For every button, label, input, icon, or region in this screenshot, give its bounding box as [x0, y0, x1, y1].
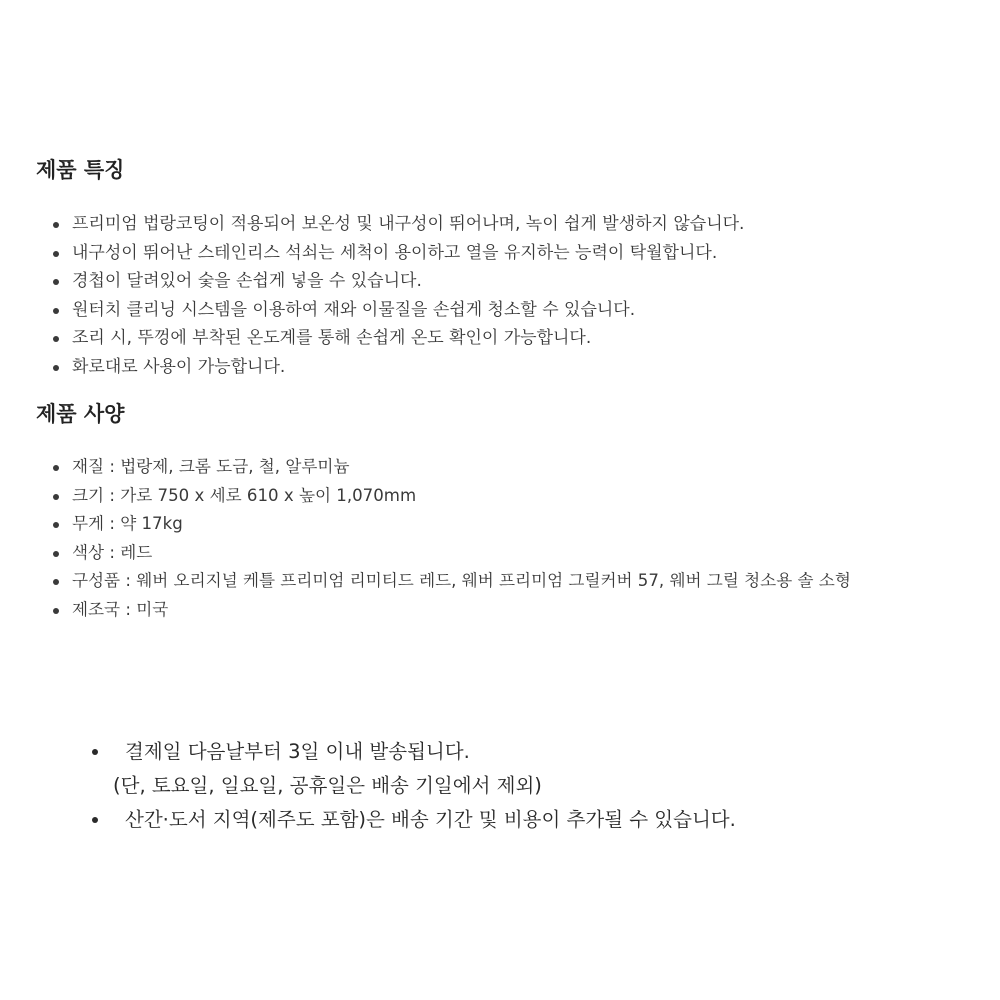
spec-text: 크기 : 가로 750 x 세로 610 x 높이 1,070mm — [72, 485, 417, 505]
features-title: 제품 특징 — [36, 158, 125, 182]
bullet-icon — [53, 251, 59, 257]
spec-text: 구성품 : 웨버 오리지널 케틀 프리미엄 리미티드 레드, 웨버 프리미엄 그릴커버 57, 웨버 그릴 청소용 솔 소형 — [72, 571, 851, 590]
spec-text: 색상 : 레드 — [72, 542, 153, 562]
bullet-icon — [53, 279, 59, 285]
spec-text: 제조국 : 미국 — [72, 599, 169, 619]
bullet-icon — [92, 749, 98, 755]
spec-item — [0, 510, 851, 539]
feature-text: 경첩이 달려있어 숯을 손쉽게 넣을 수 있습니다. — [72, 271, 422, 291]
shipping-notice-text: 산간·도서 지역(제주도 포함)은 배송 기간 및 비용이 추가될 수 있습니다. — [125, 808, 736, 831]
feature-text: 조리 시, 뚜껑에 부착된 온도계를 통해 손쉽게 온도 확인이 가능합니다. — [72, 328, 592, 348]
feature-text: 내구성이 뛰어난 스테인리스 석쇠는 세척이 용이하고 열을 유지하는 능력이 탁월합니다. — [72, 242, 718, 263]
bullet-icon — [53, 222, 59, 228]
feature-text: 프리미엄 법랑코팅이 적용되어 보온성 및 내구성이 뛰어나며, 녹이 쉽게 발생하지 않습니다. — [72, 214, 745, 234]
shipping-notice-item — [0, 803, 736, 837]
features-list — [0, 210, 744, 381]
feature-item — [0, 210, 744, 239]
shipping-notice-item — [0, 735, 736, 803]
bullet-icon — [53, 494, 59, 500]
feature-text: 원터치 클리닝 시스템을 이용하여 재와 이물질을 손쉽게 청소할 수 있습니다. — [72, 299, 636, 320]
spec-item — [0, 539, 851, 568]
bullet-icon — [53, 579, 59, 585]
feature-item — [0, 296, 744, 325]
bullet-icon — [53, 336, 59, 342]
bullet-icon — [53, 465, 59, 471]
bullet-icon — [53, 522, 59, 528]
feature-item — [0, 324, 744, 353]
feature-item — [0, 353, 744, 382]
specs-title: 제품 사양 — [36, 402, 125, 426]
bullet-icon — [53, 608, 59, 614]
specs-list — [0, 453, 851, 624]
bullet-icon — [92, 817, 98, 823]
spec-text: 재질 : 법랑제, 크롬 도금, 철, 알루미늄 — [72, 457, 350, 476]
spec-item — [0, 482, 851, 511]
spec-item — [0, 453, 851, 482]
shipping-notice-list — [0, 735, 736, 837]
shipping-notice-subtext: (단, 토요일, 일요일, 공휴일은 배송 기일에서 제외) — [113, 774, 542, 797]
shipping-notice-text: 결제일 다음날부터 3일 이내 발송됩니다. — [125, 740, 470, 763]
bullet-icon — [53, 551, 59, 557]
spec-item — [0, 567, 851, 596]
bullet-icon — [53, 308, 59, 314]
bullet-icon — [53, 365, 59, 371]
feature-text: 화로대로 사용이 가능합니다. — [72, 356, 286, 377]
spec-text: 무게 : 약 17kg — [72, 514, 183, 533]
feature-item — [0, 239, 744, 268]
spec-item — [0, 596, 851, 625]
feature-item — [0, 267, 744, 296]
